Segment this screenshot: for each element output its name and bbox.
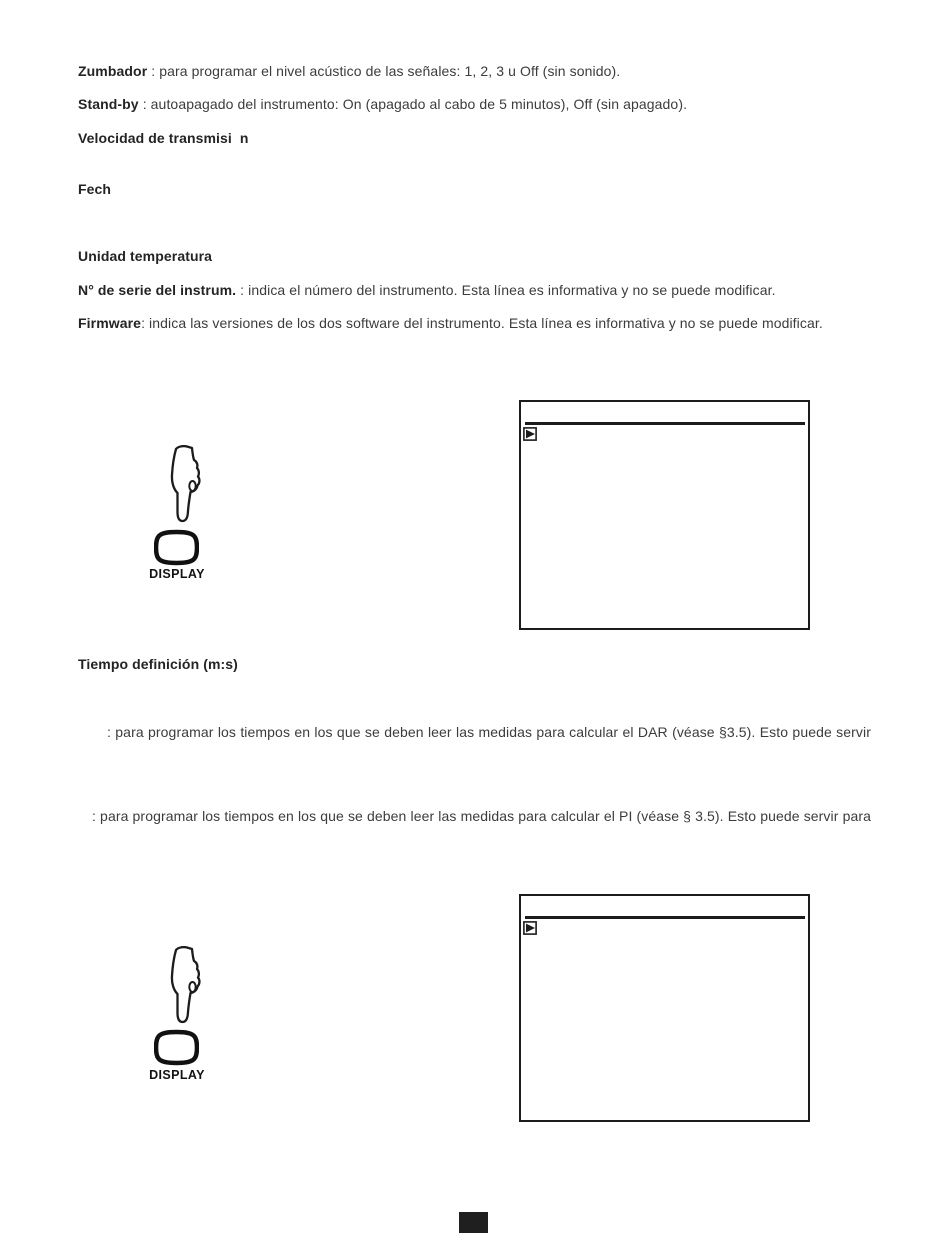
paragraph-pi: : para programar los tiempos en los que se deben leer las medidas para calcular el PI (véase § 3.5). Esto puede servir para — [92, 808, 871, 824]
display-key-label: DISPLAY — [149, 1068, 205, 1082]
menu-cursor-icon — [523, 921, 537, 935]
display-key-icon — [154, 1029, 199, 1066]
term-label-firmware: Firmware — [78, 315, 142, 331]
term-body-firmware: : indica las versiones de los dos software del instrumento. Esta línea es informativa y no se puede modificar. — [141, 315, 823, 331]
screen-title-underline — [525, 916, 805, 919]
paragraph-zumbador — [78, 63, 871, 80]
paragraph-unidad-temperatura — [78, 248, 871, 265]
pointing-hand-down-icon — [163, 445, 201, 525]
paragraph-tiempo-definicion — [78, 656, 871, 673]
instrument-screen-2 — [519, 894, 810, 1122]
term-label-zumbador: Zumbador — [78, 63, 148, 79]
instrument-screen-1 — [519, 400, 810, 630]
term-label-tiempo: Tiempo definición (m:s) — [78, 656, 238, 672]
display-key-label: DISPLAY — [149, 567, 205, 581]
paragraph-firmware — [78, 315, 871, 332]
term-body-zumbador: : para programar el nivel acústico de las señales: 1, 2, 3 u Off (sin sonido). — [147, 63, 621, 79]
paragraph-velocidad — [78, 130, 871, 147]
term-label-unidad: Unidad temperatura — [78, 248, 213, 264]
menu-cursor-icon — [523, 427, 537, 441]
paragraph-dar: : para programar los tiempos en los que se deben leer las medidas para calcular el DAR (véase §3.5). Esto puede servir — [107, 724, 871, 740]
screen-title-underline — [525, 422, 805, 425]
paragraph-numero-serie — [78, 282, 871, 299]
term-body-standby: : autoapagado del instrumento: On (apagado al cabo de 5 minutos), Off (sin apagado). — [138, 96, 688, 112]
page-number-block — [459, 1212, 488, 1233]
term-label-velocidad: Velocidad de transmisi n — [78, 130, 249, 146]
term-label-fecha: Fech — [78, 181, 112, 197]
paragraph-standby — [78, 96, 871, 113]
term-label-serie: N° de serie del instrum. — [78, 282, 237, 298]
term-body-serie: : indica el número del instrumento. Esta línea es informativa y no se puede modificar. — [236, 282, 776, 298]
term-label-standby: Stand-by — [78, 96, 139, 112]
display-key-icon — [154, 529, 199, 566]
paragraph-fecha — [78, 181, 871, 198]
pointing-hand-down-icon — [163, 946, 201, 1026]
